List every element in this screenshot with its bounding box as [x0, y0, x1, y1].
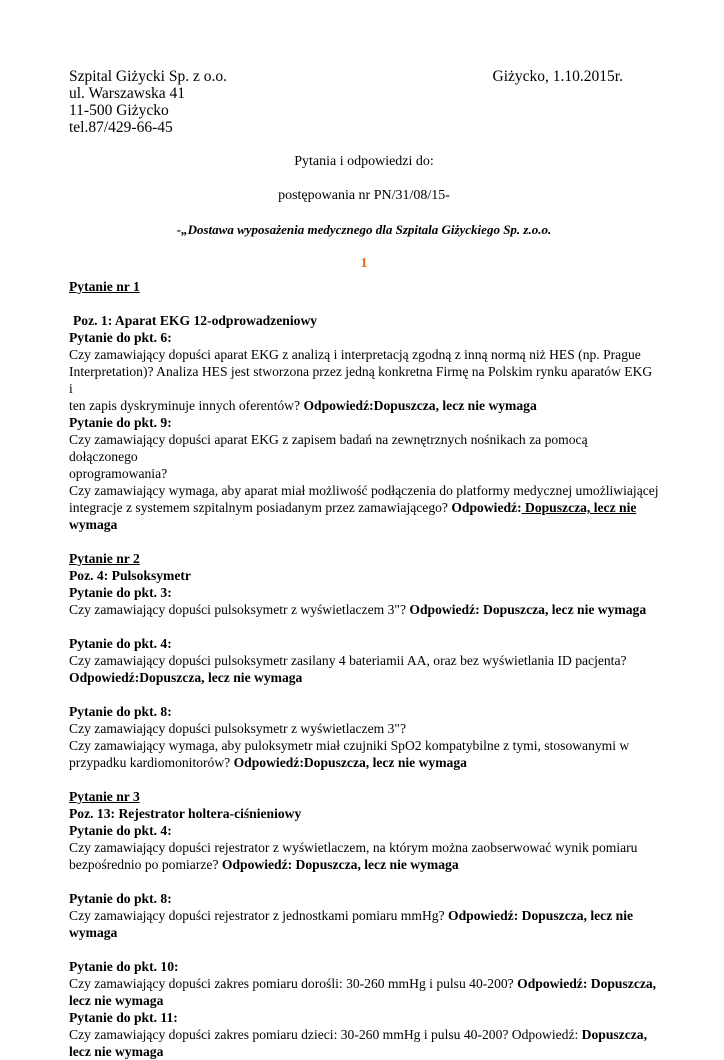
q1-pkt6-text-1: Czy zamawiający dopuści aparat EKG z analizą i interpretacją zgodną z inną normą niż HES (np. Prague [69, 347, 641, 362]
q3-pkt8-answer-b: wymaga [69, 925, 118, 940]
q2-pkt3-label: Pytanie do pkt. 3: [69, 585, 172, 600]
question-1-heading: Pytanie nr 1 [69, 279, 140, 294]
q1-pkt6-text-2: Interpretation)? Analiza HES jest stworzona przez jedną konkretna Firmę na Polskim rynku aparatów EKG i [69, 364, 653, 396]
q3-pkt11-answer-b: lecz nie wymaga [69, 1044, 164, 1059]
question-2-position: Poz. 4: Pulsoksymetr [69, 568, 191, 583]
question-2-heading: Pytanie nr 2 [69, 551, 140, 566]
q1-pkt9-text-4: integracje z systemem szpitalnym posiadanym przez zamawiającego? Odpowiedź: Dopuszcza, lecz nie [69, 500, 637, 515]
place-date: Giżycko, 1.10.2015r. [492, 68, 623, 85]
q1-pkt6-text-3: ten zapis dyskryminuje innych oferentów? Odpowiedź:Dopuszcza, lecz nie wymaga [69, 398, 537, 413]
q2-pkt4-label: Pytanie do pkt. 4: [69, 636, 172, 651]
q3-pkt8-answer-a: Odpowiedź: Dopuszcza, lecz nie [448, 908, 634, 923]
q1-pkt9-text-3: Czy zamawiający wymaga, aby aparat miał możliwość podłączenia do platformy medycznej umożliwiającej [69, 483, 659, 498]
q2-pkt4-answer: Odpowiedź:Dopuszcza, lecz nie wymaga [69, 670, 303, 685]
document-page [69, 68, 659, 1060]
q3-pkt10-label: Pytanie do pkt. 10: [69, 959, 179, 974]
page-number: 1 [360, 256, 368, 271]
q2-pkt8-label: Pytanie do pkt. 8: [69, 704, 172, 719]
q3-pkt4-label: Pytanie do pkt. 4: [69, 823, 172, 838]
sender-phone: tel.87/429-66-45 [69, 119, 173, 136]
q3-pkt4-text-1: Czy zamawiający dopuści rejestrator z wyświetlaczem, na którym można zaobserwować wynik pomiaru [69, 840, 638, 855]
q2-pkt4-text: Czy zamawiający dopuści pulsoksymetr zasilany 4 bateriamii AA, oraz bez wyświetlania ID pacjenta? [69, 653, 627, 668]
q1-pkt9-answer-a: Odpowiedź: [451, 500, 522, 515]
q3-pkt10-text: Czy zamawiający dopuści zakres pomiaru dorośli: 30-260 mmHg i pulsu 40-200? Odpowiedź: Dopuszcza, [69, 976, 657, 991]
q1-pkt9-answer-c: wymaga [69, 517, 118, 532]
q2-pkt8-text-1: Czy zamawiający dopuści pulsoksymetr z wyświetlaczem 3"? [69, 721, 406, 736]
sender-name: Szpital Giżycki Sp. z o.o. [69, 68, 227, 85]
q2-pkt8-text-2: Czy zamawiający wymaga, aby puloksymetr miał czujniki SpO2 kompatybilne z tymi, stosowanymi w [69, 738, 630, 753]
q3-pkt10-answer-b: lecz nie wymaga [69, 993, 164, 1008]
q3-pkt8-text: Czy zamawiający dopuści rejestrator z jednostkami pomiaru mmHg? Odpowiedź: Dopuszcza, lecz nie [69, 908, 634, 923]
intro-line-2: postępowania nr PN/31/08/15- [278, 188, 450, 203]
q1-pkt6-answer: Odpowiedź:Dopuszcza, lecz nie wymaga [303, 398, 537, 413]
q3-pkt10-answer-a: Odpowiedź: Dopuszcza, [517, 976, 657, 991]
q1-pkt9-answer-b: Dopuszcza, lecz nie [521, 500, 637, 515]
q2-pkt8-text-3: przypadku kardiomonitorów? Odpowiedź:Dopuszcza, lecz nie wymaga [69, 755, 467, 770]
sender-postal: 11-500 Giżycko [69, 102, 169, 119]
q3-pkt4-text-2: bezpośrednio po pomiarze? Odpowiedź: Dopuszcza, lecz nie wymaga [69, 857, 459, 872]
q3-pkt8-label: Pytanie do pkt. 8: [69, 891, 172, 906]
document-title: -„Dostawa wyposażenia medycznego dla Szpitala Giżyckiego Sp. z.o.o. [176, 222, 552, 237]
q3-pkt11-text: Czy zamawiający dopuści zakres pomiaru dzieci: 30-260 mmHg i pulsu 40-200? Odpowiedź: Dopuszcza, [69, 1027, 647, 1042]
question-3-heading: Pytanie nr 3 [69, 789, 140, 804]
q2-pkt3-text: Czy zamawiający dopuści pulsoksymetr z wyświetlaczem 3"? Odpowiedź: Dopuszcza, lecz nie wymaga [69, 602, 647, 617]
sender-street: ul. Warszawska 41 [69, 85, 185, 102]
q2-pkt8-answer: Odpowiedź:Dopuszcza, lecz nie wymaga [233, 755, 467, 770]
question-3-position: Poz. 13: Rejestrator holtera-ciśnieniowy [69, 806, 302, 821]
q1-pkt9-label: Pytanie do pkt. 9: [69, 415, 172, 430]
q3-pkt11-label: Pytanie do pkt. 11: [69, 1010, 178, 1025]
intro-line-1: Pytania i odpowiedzi do: [294, 154, 434, 169]
q3-pkt11-answer-a: Dopuszcza, [581, 1027, 647, 1042]
q2-pkt3-answer: Odpowiedź: Dopuszcza, lecz nie wymaga [409, 602, 647, 617]
q1-pkt9-text-1: Czy zamawiający dopuści aparat EKG z zapisem badań na zewnętrznych nośnikach za pomocą dołączonego [69, 432, 588, 464]
q3-pkt4-answer: Odpowiedź: Dopuszcza, lecz nie wymaga [221, 857, 459, 872]
q1-pkt9-text-2: oprogramowania? [69, 466, 168, 481]
question-1-position: Poz. 1: Aparat EKG 12-odprowadzeniowy [73, 313, 318, 328]
q1-pkt6-label: Pytanie do pkt. 6: [69, 330, 172, 345]
letter-header [69, 68, 623, 85]
